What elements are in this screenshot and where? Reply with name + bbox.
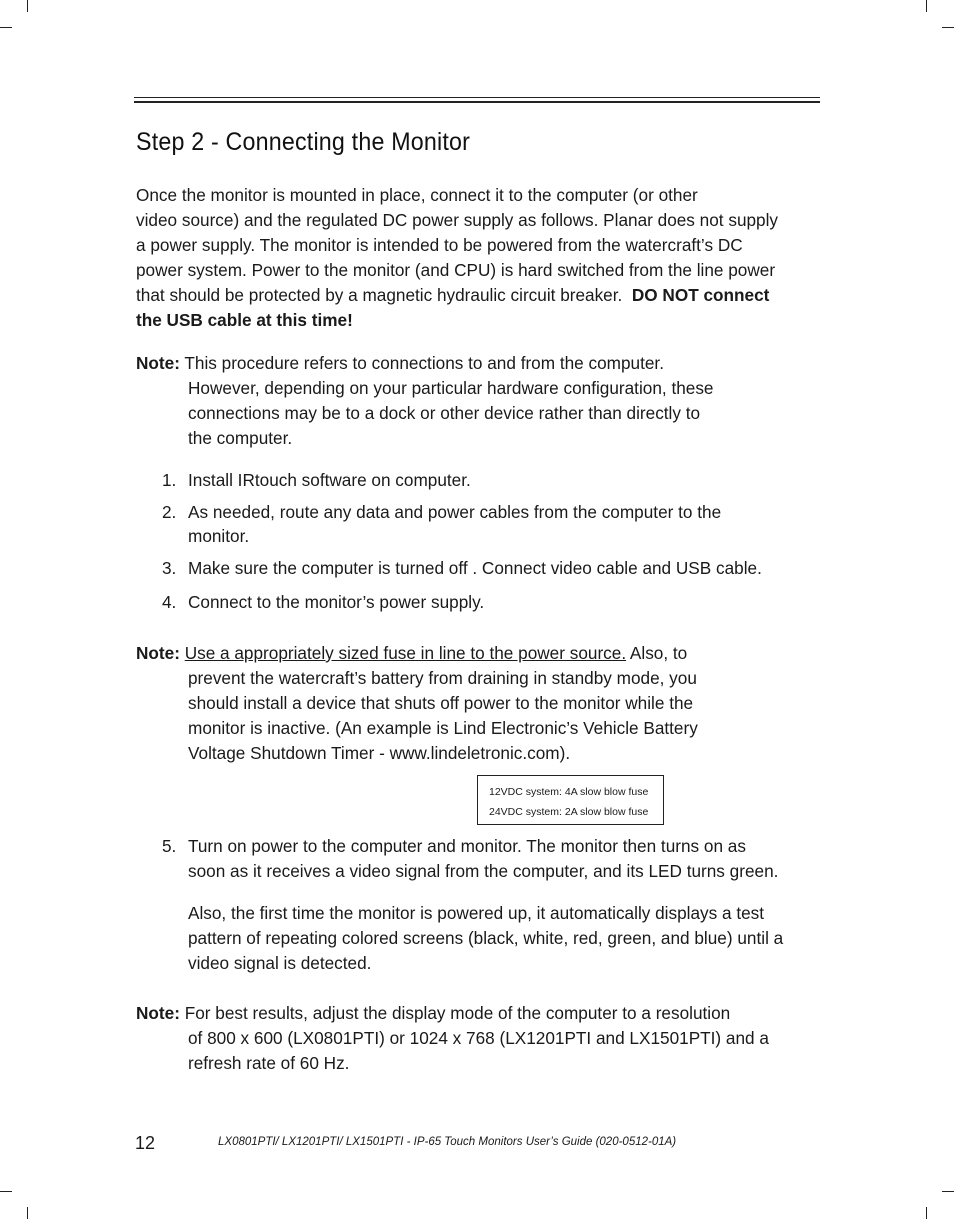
step-number: 3. <box>162 558 177 578</box>
note-text: refresh rate of 60 Hz. <box>188 1053 350 1073</box>
step-number: 5. <box>162 836 177 856</box>
usb-warning: DO NOT connect <box>631 285 770 305</box>
step-number: 4. <box>162 592 177 612</box>
crop-mark <box>942 27 954 28</box>
note-text: the computer. <box>188 428 293 448</box>
step-text: Also, the first time the monitor is powered up, it automatically displays a test <box>188 903 765 923</box>
note-text: For best results, adjust the display mode of the computer to a resolution <box>184 1003 731 1023</box>
note-procedure <box>136 351 816 451</box>
step-3 <box>136 556 816 580</box>
step-text: As needed, route any data and power cables from the computer to the <box>188 502 722 522</box>
note-label: Note: <box>136 643 180 663</box>
fuse-spec-24v: 24VDC system: 2A slow blow fuse <box>489 806 649 818</box>
crop-mark <box>926 0 927 12</box>
note-text: Voltage Shutdown Timer - www.lindeletronic.com). <box>188 743 571 763</box>
step-5-extra <box>136 901 816 976</box>
crop-mark <box>27 0 28 12</box>
fuse-instruction: Use a appropriately sized fuse in line to the power source. <box>184 643 627 663</box>
crop-mark <box>926 1207 927 1219</box>
note-text: should install a device that shuts off power to the monitor while the <box>188 693 694 713</box>
note-text: connections may be to a dock or other device rather than directly to <box>188 403 701 423</box>
guide-title: LX0801PTI/ LX1201PTI/ LX1501PTI - IP-65 Touch Monitors User’s Guide (020-0512-01A) <box>218 1136 677 1148</box>
step-text: Connect to the monitor’s power supply. <box>188 592 485 612</box>
step-text: pattern of repeating colored screens (black, white, red, green, and blue) until a <box>188 928 784 948</box>
step-1 <box>136 468 816 492</box>
intro-line: power system. Power to the monitor (and CPU) is hard switched from the line power <box>136 260 776 280</box>
intro-paragraph <box>136 183 816 333</box>
note-text: Also, to <box>626 643 688 663</box>
step-4 <box>136 590 816 614</box>
intro-line: that should be protected by a magnetic hydraulic circuit breaker. <box>136 285 623 305</box>
usb-warning-cont: the USB cable at this time! <box>136 310 353 330</box>
note-text: This procedure refers to connections to and from the computer. <box>184 353 664 373</box>
intro-line: Once the monitor is mounted in place, connect it to the computer (or other <box>136 185 698 205</box>
fuse-spec-12v: 12VDC system: 4A slow blow fuse <box>489 786 649 798</box>
step-5 <box>136 834 816 884</box>
note-label: Note: <box>136 353 180 373</box>
intro-line: video source) and the regulated DC power supply as follows. Planar does not supply <box>136 210 779 230</box>
step-text: soon as it receives a video signal from the computer, and its LED turns green. <box>188 861 779 881</box>
fuse-spec-box <box>477 775 664 825</box>
intro-line: a power supply. The monitor is intended to be powered from the watercraft’s DC <box>136 235 743 255</box>
step-2 <box>136 500 816 548</box>
crop-mark <box>942 1191 954 1192</box>
header-rule-bottom <box>134 101 820 103</box>
step-text: Make sure the computer is turned off . Connect video cable and USB cable. <box>188 558 762 578</box>
crop-mark <box>0 1191 12 1192</box>
note-text: monitor is inactive. (An example is Lind Electronic’s Vehicle Battery <box>188 718 698 738</box>
crop-mark <box>0 27 12 28</box>
step-number: 1. <box>162 470 177 490</box>
note-fuse <box>136 641 816 766</box>
step-text: monitor. <box>188 526 250 546</box>
step-text: video signal is detected. <box>188 953 372 973</box>
step-number: 2. <box>162 502 177 522</box>
note-resolution <box>136 1001 816 1076</box>
step-text: Turn on power to the computer and monitor. The monitor then turns on as <box>188 836 746 856</box>
page-number: 12 <box>135 1133 156 1153</box>
note-text: prevent the watercraft’s battery from draining in standby mode, you <box>188 668 697 688</box>
note-text: However, depending on your particular hardware configuration, these <box>188 378 714 398</box>
crop-mark <box>27 1207 28 1219</box>
note-text: of 800 x 600 (LX0801PTI) or 1024 x 768 (LX1201PTI and LX1501PTI) and a <box>188 1028 769 1048</box>
note-label: Note: <box>136 1003 180 1023</box>
section-title: Step 2 - Connecting the Monitor <box>136 128 471 156</box>
step-text: Install IRtouch software on computer. <box>188 470 471 490</box>
header-rule-top <box>134 97 820 98</box>
